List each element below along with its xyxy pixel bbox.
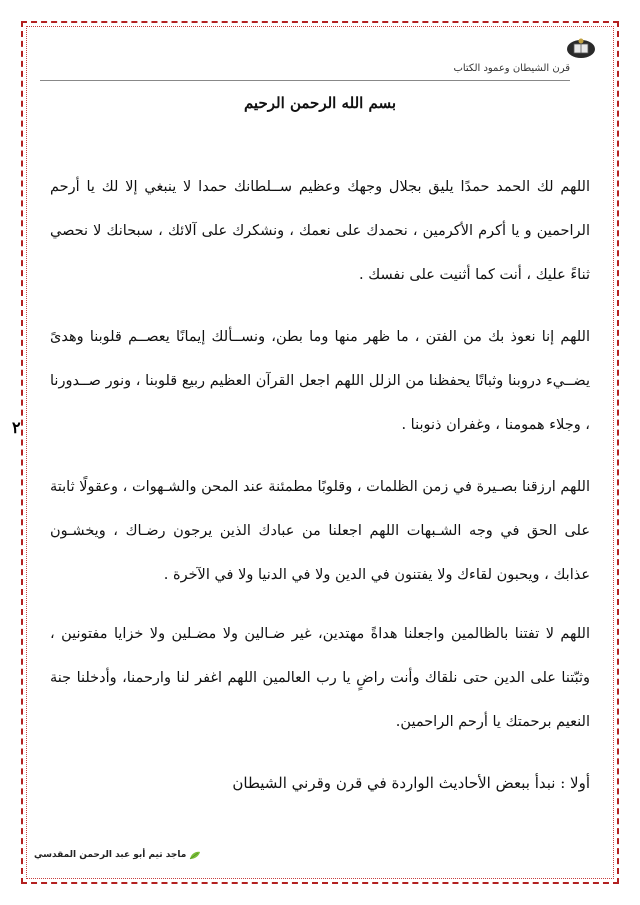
basmala: بسم الله الرحمن الرحيم (243, 94, 397, 112)
section-heading: أولا : نبدأ ببعض الأحاديث الواردة في قرن وقرني الشيطان (232, 774, 590, 792)
page-number: ٢ (12, 418, 21, 437)
running-header-title: قرن الشيطان وعمود الكتاب (453, 63, 570, 74)
paragraph-1: اللهم لك الحمد حمدًا يليق بجلال وجهك وعظيم ســلطانك حمدا لا ينبغي إلا لك يا أرحم الراحمين و يا أكرم الأكرمين ، نحمدك على نعمك ، ونشكرك على آلائك ، سبحانك لا نحصي ثناءً عليك ، أنت كما أثنيت على نفسك . (50, 179, 590, 283)
footer-author (34, 850, 201, 860)
book-logo-icon (566, 36, 596, 60)
paragraph-3: اللهم ارزقنا بصـيرة في زمن الظلمات ، وقلوبًا مطمئنة عند المحن والشـهوات ، وعقولًا ثابتة على الحق في وجه الشـبهات اللهم اجعلنا من عبادك الذين يرجون رضـاك ، ويخشـون عذابك ، ويحبون لقاءك ولا يفتنون في الدين ولا في الدنيا ولا في الآخرة . (50, 479, 590, 583)
paragraph-2: اللهم إنا نعوذ بك من الفتن ، ما ظهر منها وما بطن، ونســألك إيمانًا يعصــم قلوبنا وهدىً يضــيء دروبنا وثباتًا يحفظنا من الزلل اللهم اجعل القرآن العظيم ربيع قلوبنا ، ونور صــدورنا ، وجلاء همومنا ، وغفران ذنوبنا . (50, 329, 590, 433)
paragraph-4: اللهم لا تفتنا بالظالمين واجعلنا هداةً مهتدين، غير ضـالين ولا مضـلين ولا خزايا مفتونين ، وثبّتنا على الدين حتى نلقاك وأنت راضٍ يا رب العالمين اللهم اغفر لنا وارحمنا، وأدخلنا جنة النعيم برحمتك يا أرحم الراحمين. (50, 626, 590, 730)
leaf-icon (189, 851, 201, 860)
page-border-inner (26, 26, 614, 879)
header-divider (40, 80, 570, 81)
footer-author-name: ماجد تيم أبو عبد الرحمن المقدسي (34, 850, 187, 860)
